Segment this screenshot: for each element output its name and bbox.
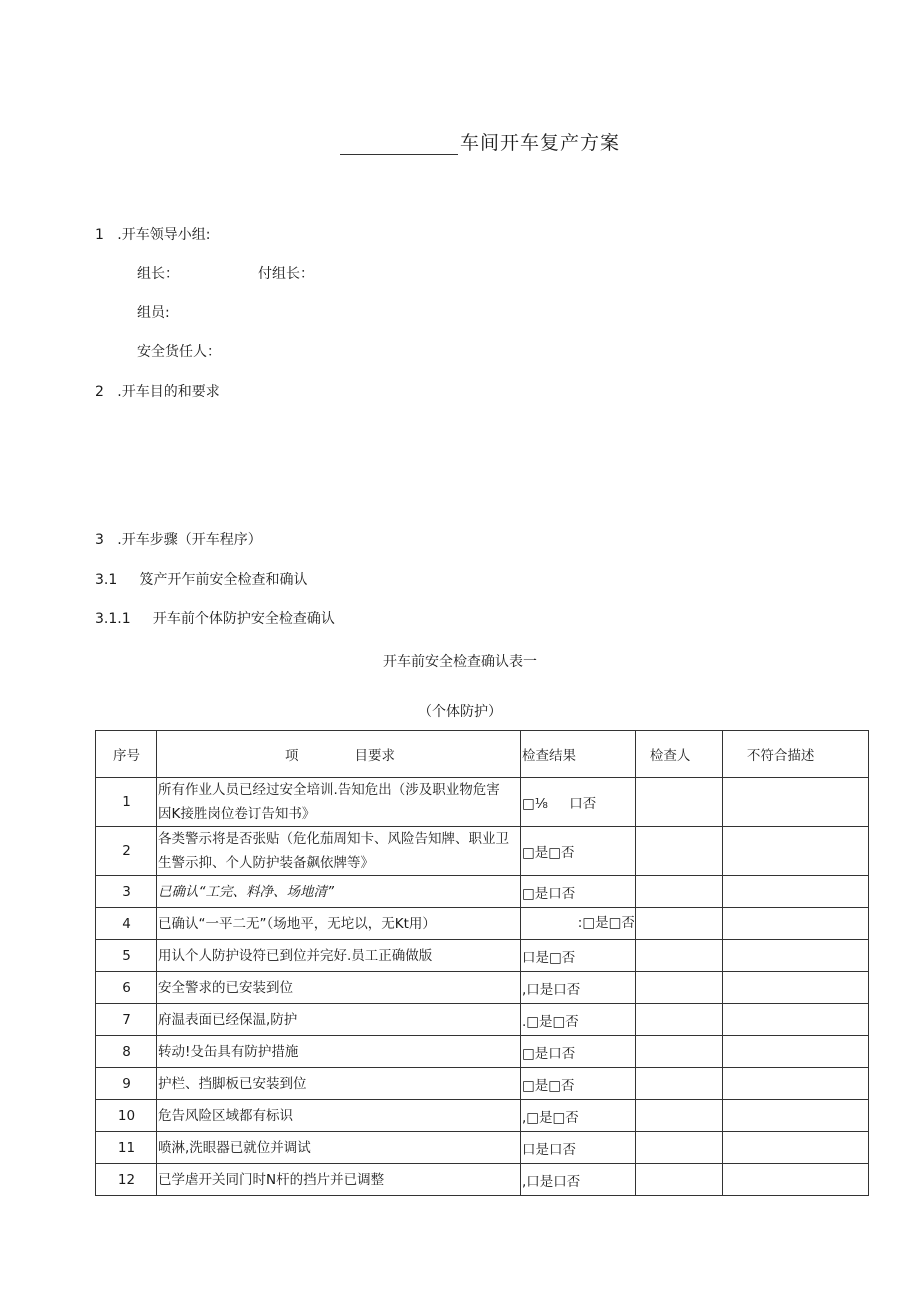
- row-item-line-2: 生警示抑、个人防护装备飙依牌等》: [158, 855, 374, 871]
- table-row: [96, 1068, 869, 1100]
- leader-label: 组长：: [137, 266, 179, 282]
- table-row: [96, 908, 869, 940]
- row-checker-cell[interactable]: [635, 940, 722, 972]
- row-item: 转动!殳缶具有防护措施: [157, 1036, 521, 1068]
- row-result-checkbox[interactable]: ,口是口否: [521, 1164, 636, 1196]
- row-desc-cell[interactable]: [722, 1036, 868, 1068]
- row-item-line-1: 所有作业人员已经过安全培训.告知危出（涉及职业物危害: [158, 782, 500, 798]
- row-item: 用认个人防护设符已到位并完好.员工正确做版: [157, 940, 521, 972]
- row-checker-cell[interactable]: [635, 876, 722, 908]
- row-item: 府温表面已经保温,防护: [157, 1004, 521, 1036]
- row-result-checkbox[interactable]: □是□否: [521, 1068, 636, 1100]
- row-checker-cell[interactable]: [635, 827, 722, 876]
- row-item-line-1: 各类警示将是否张贴（危化茄周知卡、风险告知牌、职业卫: [158, 831, 509, 847]
- table-row: [96, 1100, 869, 1132]
- header-result: 检查结果: [521, 731, 636, 778]
- row-item: 安全警求的已安装到位: [157, 972, 521, 1004]
- header-desc: 不符合描述: [722, 731, 868, 778]
- row-desc-cell[interactable]: [722, 778, 868, 827]
- row-checker-cell[interactable]: [635, 1100, 722, 1132]
- safety-officer-label: 安全货任人：: [137, 344, 221, 360]
- table-row: [96, 778, 869, 827]
- row-no: 6: [96, 972, 157, 1004]
- table-row: [96, 1036, 869, 1068]
- row-checker-cell[interactable]: [635, 1164, 722, 1196]
- safety-check-table: [95, 730, 869, 1196]
- header-item-b: 目要求: [354, 748, 395, 764]
- title-text: 车间开车复产方案: [460, 132, 621, 154]
- row-item: 护栏、挡脚板已安装到位: [157, 1068, 521, 1100]
- row-no: 7: [96, 1004, 157, 1036]
- row-item: [157, 778, 521, 827]
- row-checker-cell[interactable]: [635, 1068, 722, 1100]
- row-checker-cell[interactable]: [635, 778, 722, 827]
- section-3-1-1-heading: 3.1.1 开车前个体防护安全检查确认: [95, 611, 335, 627]
- header-checker: 检查人: [635, 731, 722, 778]
- row-result-checkbox[interactable]: 口是□否: [521, 940, 636, 972]
- row-result-checkbox[interactable]: □是口否: [521, 1036, 636, 1068]
- row-result-checkbox[interactable]: .□是□否: [521, 1004, 636, 1036]
- header-item-a: 项: [285, 748, 299, 764]
- row-no: 1: [96, 778, 157, 827]
- table-header-row: [96, 731, 869, 778]
- row-item: [157, 827, 521, 876]
- row-result-checkbox[interactable]: □⅛ 口否: [521, 778, 636, 827]
- row-checker-cell[interactable]: [635, 1132, 722, 1164]
- members-label: 组员:: [137, 305, 170, 321]
- row-result-checkbox[interactable]: ,口是口否: [521, 972, 636, 1004]
- table-title: 开车前安全检查确认表一: [383, 654, 537, 670]
- row-item: 危告风险区域都有标识: [157, 1100, 521, 1132]
- row-no: 9: [96, 1068, 157, 1100]
- table-row: [96, 827, 869, 876]
- row-desc-cell[interactable]: [722, 908, 868, 940]
- row-checker-cell[interactable]: [635, 972, 722, 1004]
- row-desc-cell[interactable]: [722, 1068, 868, 1100]
- row-item: 已确认“一平二无”（场地平，无坨以，无Kt用）: [157, 908, 521, 940]
- document-title: [340, 128, 620, 155]
- table-row: [96, 972, 869, 1004]
- row-desc-cell[interactable]: [722, 1004, 868, 1036]
- table-row: [96, 1164, 869, 1196]
- row-item: 已学虐开关同门时N杆的挡片并已调整: [157, 1164, 521, 1196]
- row-result-checkbox[interactable]: :□是□否: [521, 908, 636, 940]
- row-item-line-2: 因K接胜岗位卷订告知书》: [158, 806, 316, 822]
- row-desc-cell[interactable]: [722, 1164, 868, 1196]
- row-item: 喷淋,洗眼器已就位并调试: [157, 1132, 521, 1164]
- row-item: 已确认“工完、料净、场地清”: [157, 876, 521, 908]
- row-desc-cell[interactable]: [722, 940, 868, 972]
- header-no: 序号: [96, 731, 157, 778]
- row-desc-cell[interactable]: [722, 972, 868, 1004]
- row-result-checkbox[interactable]: ,□是□否: [521, 1100, 636, 1132]
- row-result-checkbox[interactable]: □是□否: [521, 827, 636, 876]
- row-no: 2: [96, 827, 157, 876]
- table-row: [96, 1004, 869, 1036]
- row-desc-cell[interactable]: [722, 1100, 868, 1132]
- section-3-1-heading: 3.1 笈产开乍前安全检查和确认: [95, 572, 308, 588]
- header-item: [157, 731, 521, 778]
- row-result-checkbox[interactable]: 口是口否: [521, 1132, 636, 1164]
- section-1-heading: 1 .开车领导小组:: [95, 227, 211, 243]
- row-checker-cell[interactable]: [635, 908, 722, 940]
- row-no: 10: [96, 1100, 157, 1132]
- row-result-checkbox[interactable]: □是口否: [521, 876, 636, 908]
- row-no: 4: [96, 908, 157, 940]
- row-no: 12: [96, 1164, 157, 1196]
- row-no: 8: [96, 1036, 157, 1068]
- table-subtitle: （个体防护）: [418, 704, 502, 720]
- row-no: 3: [96, 876, 157, 908]
- table-row: [96, 940, 869, 972]
- row-checker-cell[interactable]: [635, 1036, 722, 1068]
- row-desc-cell[interactable]: [722, 827, 868, 876]
- table-row: [96, 1132, 869, 1164]
- row-desc-cell[interactable]: [722, 876, 868, 908]
- row-desc-cell[interactable]: [722, 1132, 868, 1164]
- row-no: 5: [96, 940, 157, 972]
- section-3-heading: 3 .开车步骤（开车程序）: [95, 532, 262, 548]
- row-no: 11: [96, 1132, 157, 1164]
- vice-leader-label: 付组长：: [258, 266, 314, 282]
- row-checker-cell[interactable]: [635, 1004, 722, 1036]
- section-2-heading: 2 .开车目的和要求: [95, 384, 220, 400]
- title-blank-line: [340, 134, 458, 155]
- table-row: [96, 876, 869, 908]
